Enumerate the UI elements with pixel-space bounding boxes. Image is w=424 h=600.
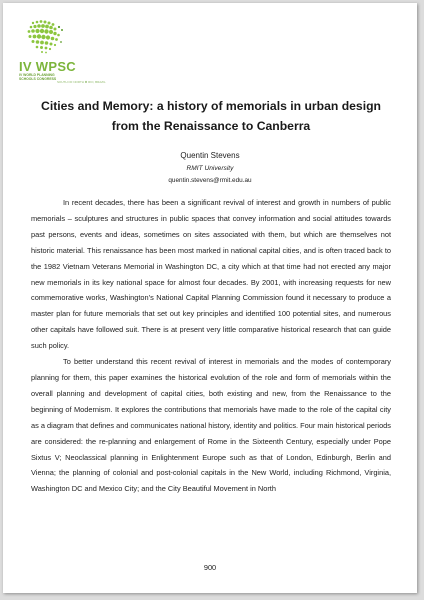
logo-subtitle: IV WORLD PLANNING SCHOOLS CONGRESS: [19, 73, 57, 81]
paper-title: Cities and Memory: a history of memorials in urban design from the Renaissance to Canberra: [41, 99, 381, 133]
page-number: 900: [203, 563, 217, 572]
conference-logo: [19, 17, 159, 87]
paragraph: To better understand this recent revival of interest in memorials and the modes of contemporary planning for them, this paper examines the historical evolution of the role and form of memorials within the overall planning and development of capital cities, both existing and new, from the Renaissance to the beginning of Modernism. It explores the contributions that memorials have made to the role of the capital city as a diagram that defines and communicates national history, identity and politics. Four main historical periods are considered: the re-planning and enlargement of Rome in the Sixteenth Century, especially under Pope Sixtus V; Neoclassical planning in Enlightenment Europe such as that of London, Edinburgh, Berlin and Vienna; the planning of colonial and post-colonial capitals in the New World, including Richmond, Virginia, Washington DC and Mexico City; and the City Beautiful Movement in North: [31, 357, 391, 494]
leaf-dots-logo-icon: [23, 17, 83, 59]
author-email: quentin.stevens@rmit.edu.au: [168, 177, 252, 184]
body-text: [31, 195, 391, 497]
paragraph: In recent decades, there has been a significant revival of interest and growth in numbers of public memorials – sculptures and structures in public spaces that convey information and social attitudes towards past persons, events and ideas, sometimes on sites associated with them, but which are themselves not historic material. This renaissance has been most marked in national capital cities, and is often traced back to the 1982 Vietnam Veterans Memorial in Washington DC, a city which at that time had not erected any major new memorials in its key national space for almost four decades. By 2001, with increasing requests for new commemorative works, Washington’s National Capital Planning Commission found it necessary to produce a master plan for future memorials that set out key principles and identified 100 potential sites, and numerous other capitals have followed suit. There is at present very little comparative historical research that can guide such policy.: [31, 198, 391, 351]
document-page: [3, 3, 417, 593]
author-affiliation: RMIT University: [186, 165, 234, 172]
logo-tagline: SOUTH OF NORTH ✱ RIO, BRAZIL: [57, 80, 106, 84]
logo-title: IV WPSC: [19, 59, 76, 74]
author-name: Quentin Stevens: [180, 151, 240, 160]
